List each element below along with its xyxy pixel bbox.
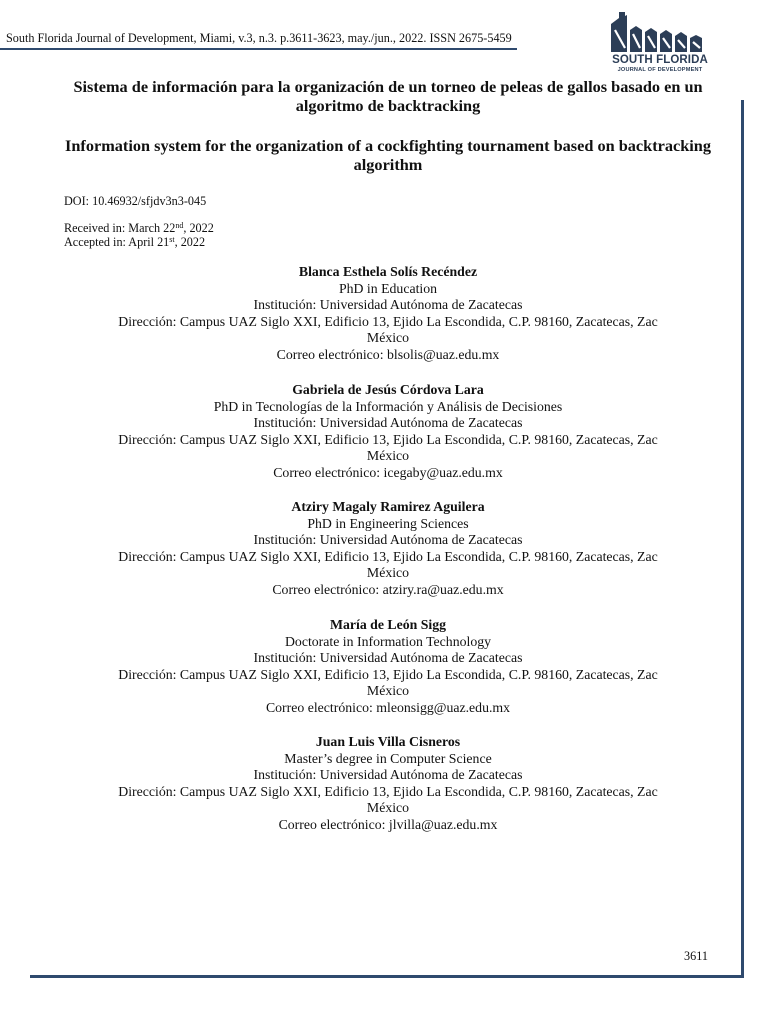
author-block xyxy=(40,617,736,717)
received-date xyxy=(64,221,214,235)
doi: DOI: 10.46932/sfjdv3n3-045 xyxy=(64,194,207,208)
accepted-suffix: , 2022 xyxy=(174,235,206,249)
author-block xyxy=(40,264,736,364)
author-name: María de León Sigg xyxy=(329,617,447,632)
author-institution: Institución: Universidad Autónoma de Zacatecas xyxy=(253,767,523,783)
journal-citation: South Florida Journal of Development, Miami, v.3, n.3. p.3611-3623, may./jun., 2022. ISSN 2675-5459 xyxy=(6,31,512,45)
author-email: Correo electrónico: jlvilla@uaz.edu.mx xyxy=(278,816,498,832)
author-degree: PhD in Education xyxy=(338,280,438,296)
logo-wordmark xyxy=(603,55,717,73)
author-degree: Master’s degree in Computer Science xyxy=(284,750,492,766)
author-country: México xyxy=(366,330,410,346)
author-block xyxy=(40,734,736,834)
author-block xyxy=(40,499,736,599)
author-name: Gabriela de Jesús Córdova Lara xyxy=(292,382,484,397)
author-country: México xyxy=(366,800,410,816)
accepted-date xyxy=(64,235,205,249)
author-block xyxy=(40,382,736,482)
author-address: Dirección: Campus UAZ Siglo XXI, Edificio 13, Ejido La Escondida, C.P. 98160, Zacatecas, Zac xyxy=(118,783,658,799)
author-name: Juan Luis Villa Cisneros xyxy=(315,734,461,749)
author-degree: Doctorate in Information Technology xyxy=(284,633,492,649)
buildings-logo-icon xyxy=(603,8,717,54)
author-institution: Institución: Universidad Autónoma de Zacatecas xyxy=(253,415,523,431)
page-number: 3611 xyxy=(684,949,708,963)
accepted-prefix: Accepted in: April 21 xyxy=(64,235,170,249)
author-institution: Institución: Universidad Autónoma de Zacatecas xyxy=(253,532,523,548)
logo-line-1: SOUTH FLORIDA xyxy=(612,54,708,66)
author-email: Correo electrónico: icegaby@uaz.edu.mx xyxy=(273,464,503,480)
title-spanish: Sistema de información para la organización de un torneo de peleas de gallos basado en un algoritmo de backtracking xyxy=(73,77,703,115)
received-sup: nd xyxy=(175,221,184,230)
author-address: Dirección: Campus UAZ Siglo XXI, Edificio 13, Ejido La Escondida, C.P. 98160, Zacatecas, Zac xyxy=(118,548,658,564)
author-email: Correo electrónico: atziry.ra@uaz.edu.mx xyxy=(272,581,504,597)
page-frame-right xyxy=(741,100,744,978)
author-address: Dirección: Campus UAZ Siglo XXI, Edificio 13, Ejido La Escondida, C.P. 98160, Zacatecas, Zac xyxy=(118,431,658,447)
page-frame-bottom xyxy=(30,975,744,978)
author-address: Dirección: Campus UAZ Siglo XXI, Edificio 13, Ejido La Escondida, C.P. 98160, Zacatecas, Zac xyxy=(118,666,658,682)
author-country: México xyxy=(366,448,410,464)
author-degree: PhD in Engineering Sciences xyxy=(307,515,469,531)
author-address: Dirección: Campus UAZ Siglo XXI, Edificio 13, Ejido La Escondida, C.P. 98160, Zacatecas, Zac xyxy=(118,313,658,329)
author-name: Atziry Magaly Ramirez Aguilera xyxy=(291,499,485,514)
author-country: México xyxy=(366,565,410,581)
logo-line-2: JOURNAL OF DEVELOPMENT xyxy=(617,66,703,73)
author-institution: Institución: Universidad Autónoma de Zacatecas xyxy=(253,297,523,313)
title-english: Information system for the organization of a cockfighting tournament based on backtracking algorithm xyxy=(65,136,711,174)
author-country: México xyxy=(366,683,410,699)
accepted-sup: st xyxy=(169,235,175,244)
author-email: Correo electrónico: blsolis@uaz.edu.mx xyxy=(276,346,500,362)
header-rule xyxy=(0,48,517,50)
author-email: Correo electrónico: mleonsigg@uaz.edu.mx xyxy=(265,699,511,715)
journal-logo xyxy=(603,8,717,76)
author-degree: PhD in Tecnologías de la Información y Análisis de Decisiones xyxy=(213,398,563,414)
received-suffix: , 2022 xyxy=(183,221,214,235)
received-prefix: Received in: March 22 xyxy=(64,221,176,235)
author-name: Blanca Esthela Solís Recéndez xyxy=(298,264,478,279)
author-institution: Institución: Universidad Autónoma de Zacatecas xyxy=(253,650,523,666)
